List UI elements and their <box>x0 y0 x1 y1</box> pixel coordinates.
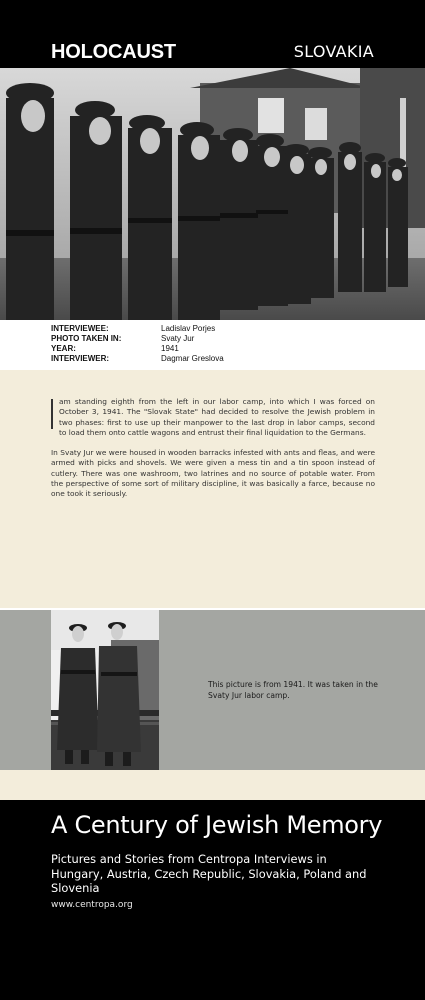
header-bar <box>0 0 425 68</box>
story-paragraph-1-text: am standing eighth from the left in our labor camp, into which I was forced on October 3, 1941. The "Slovak State" had decided to resolve the Jewish problem in two phases: first to use up their manpower to the last drop in labor camps, second to load them onto cattle wagons and entrust their final liquidation to the Germans. <box>59 397 375 437</box>
meta-value: Svaty Jur <box>161 334 195 343</box>
footer-url[interactable]: www.centropa.org <box>51 900 133 910</box>
meta-value: Dagmar Greslova <box>161 354 224 363</box>
panel-title: HOLOCAUST <box>51 41 176 63</box>
second-photo-section <box>0 610 425 770</box>
story-text <box>51 397 375 510</box>
divider-strip <box>0 770 425 800</box>
main-photo <box>0 68 425 320</box>
footer-subtitle: Pictures and Stories from Centropa Interviews in Hungary, Austria, Czech Republic, Slovakia, Poland and Slovenia <box>51 852 367 895</box>
drop-cap-i <box>51 399 53 429</box>
story-section <box>0 370 425 608</box>
photo-caption: This picture is from 1941. It was taken in the Svaty Jur labor camp. <box>208 680 378 700</box>
footer <box>0 800 425 1000</box>
meta-value: Ladislav Porjes <box>161 324 216 333</box>
meta-value: 1941 <box>161 344 179 353</box>
story-paragraph-1 <box>51 397 375 438</box>
meta-label: YEAR: <box>51 344 76 353</box>
footer-title: A Century of Jewish Memory <box>51 811 383 839</box>
second-photo <box>51 610 159 770</box>
photo-metadata <box>0 320 425 370</box>
meta-label: INTERVIEWEE: <box>51 324 109 333</box>
meta-label: INTERVIEWER: <box>51 354 110 363</box>
meta-label: PHOTO TAKEN IN: <box>51 334 122 343</box>
story-paragraph-2: In Svaty Jur we were housed in wooden barracks infested with ants and fleas, and were armed with picks and shovels. We were given a mess tin and a tin spoon instead of cutlery. There was one washroom, two latrines and no source of potable water. From the perspective of some sort of military discipline, it was basically a farce, because no one took it seriously. <box>51 448 375 499</box>
country-label: SLOVAKIA <box>293 42 374 61</box>
